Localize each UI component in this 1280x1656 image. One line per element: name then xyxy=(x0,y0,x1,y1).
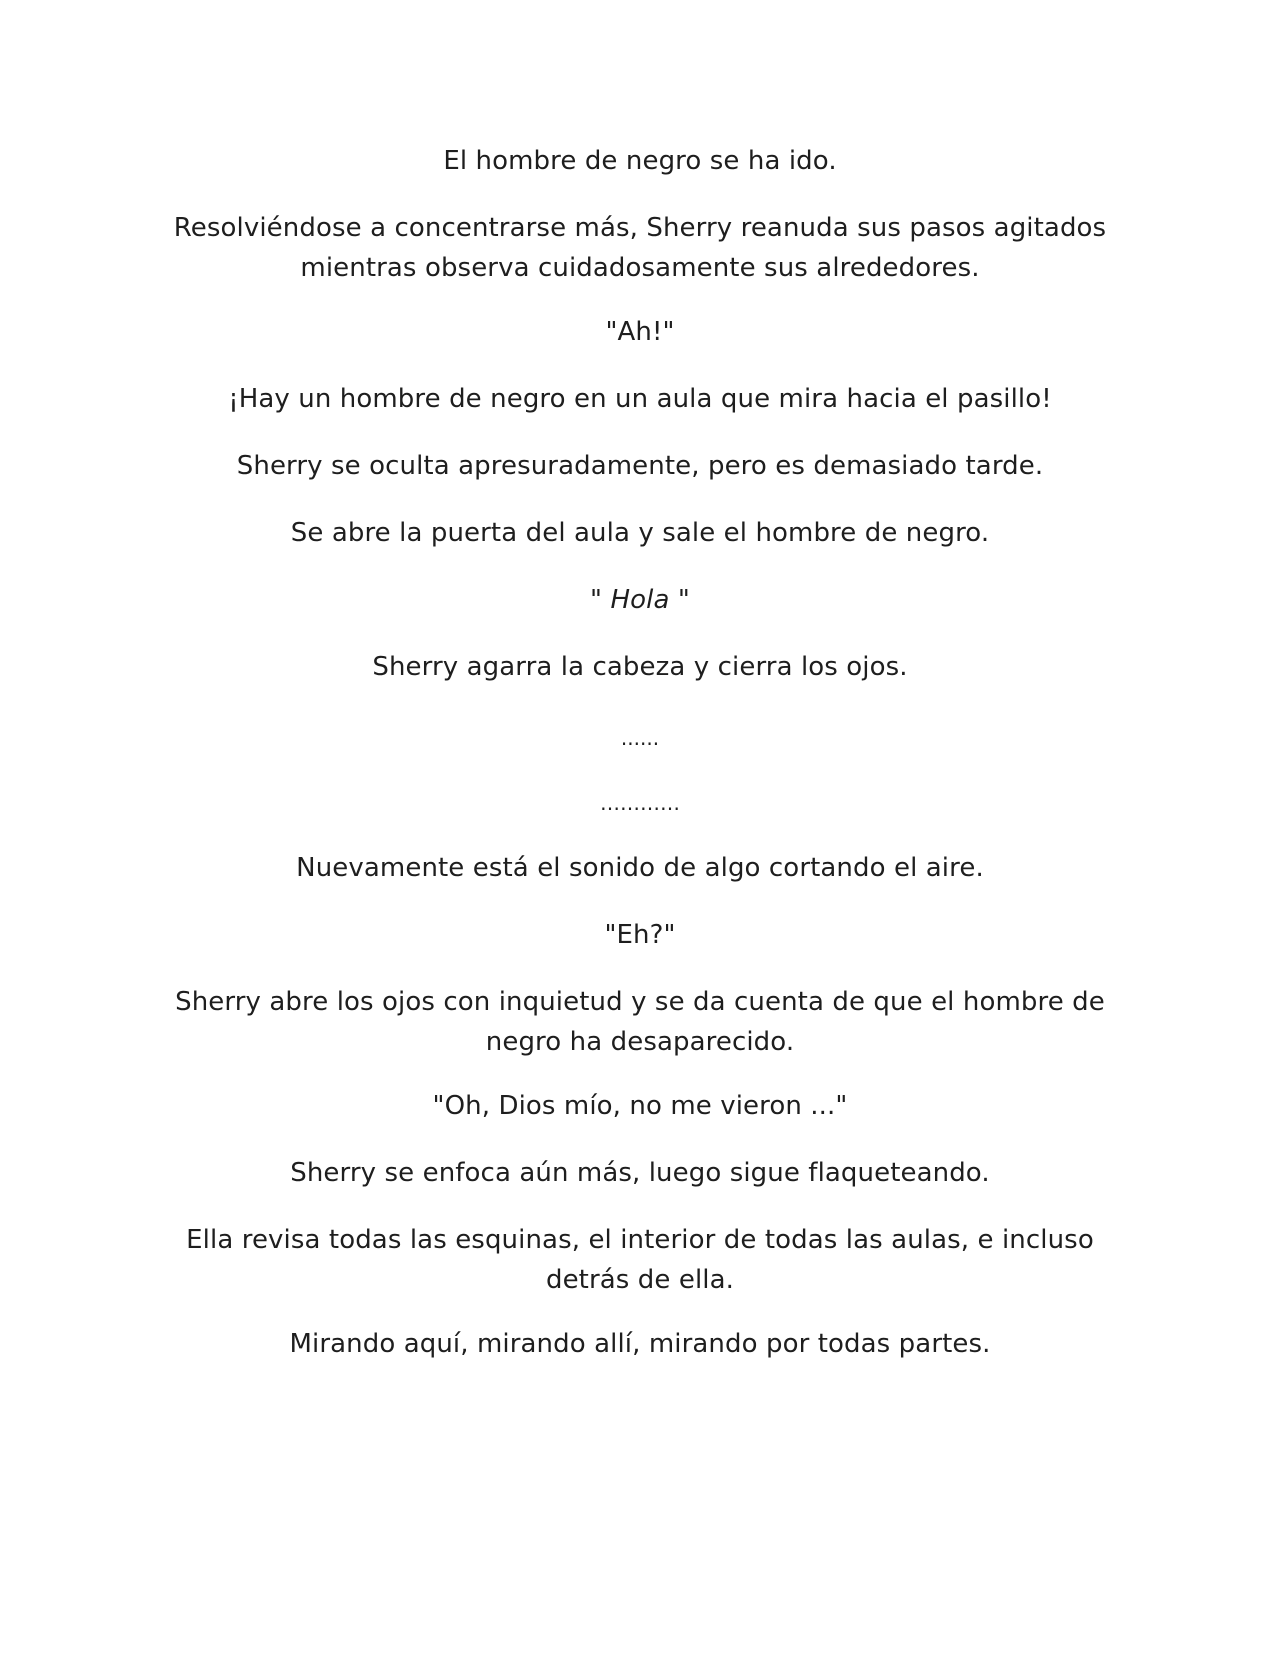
ellipsis-long: ………… xyxy=(600,791,680,815)
quote-close: " xyxy=(669,585,690,615)
paragraph-2: Resolviéndose a concentrarse más, Sherry reanuda sus pasos agitados mientras observa cuidadosamente sus alrededores. xyxy=(173,213,1107,283)
paragraph-8: Sherry agarra la cabeza y cierra los ojos. xyxy=(372,652,908,682)
paragraph-1: El hombre de negro se ha ido. xyxy=(443,146,837,176)
paragraph-9: Nuevamente está el sonido de algo cortando el aire. xyxy=(296,853,984,883)
ellipsis-short: ...... xyxy=(620,726,660,750)
paragraph-15: Mirando aquí, mirando allí, mirando por todas partes. xyxy=(289,1329,991,1359)
italic-greeting: Hola xyxy=(610,585,670,615)
quote-open: " xyxy=(590,585,611,615)
paragraph-14: Ella revisa todas las esquinas, el interior de todas las aulas, e incluso detrás de ella. xyxy=(186,1225,1094,1295)
paragraph-13: Sherry se enfoca aún más, luego sigue flaqueteando. xyxy=(290,1158,990,1188)
paragraph-3: "Ah!" xyxy=(605,317,675,347)
paragraph-10: "Eh?" xyxy=(604,920,676,950)
paragraph-6: Se abre la puerta del aula y sale el hombre de negro. xyxy=(290,518,990,548)
paragraph-12: "Oh, Dios mío, no me vieron ..." xyxy=(432,1091,848,1121)
paragraph-5: Sherry se oculta apresuradamente, pero es demasiado tarde. xyxy=(236,451,1044,481)
paragraph-7 xyxy=(165,580,1115,620)
paragraph-11: Sherry abre los ojos con inquietud y se da cuenta de que el hombre de negro ha desaparecido. xyxy=(175,987,1105,1057)
paragraph-4: ¡Hay un hombre de negro en un aula que mira hacia el pasillo! xyxy=(228,384,1052,414)
